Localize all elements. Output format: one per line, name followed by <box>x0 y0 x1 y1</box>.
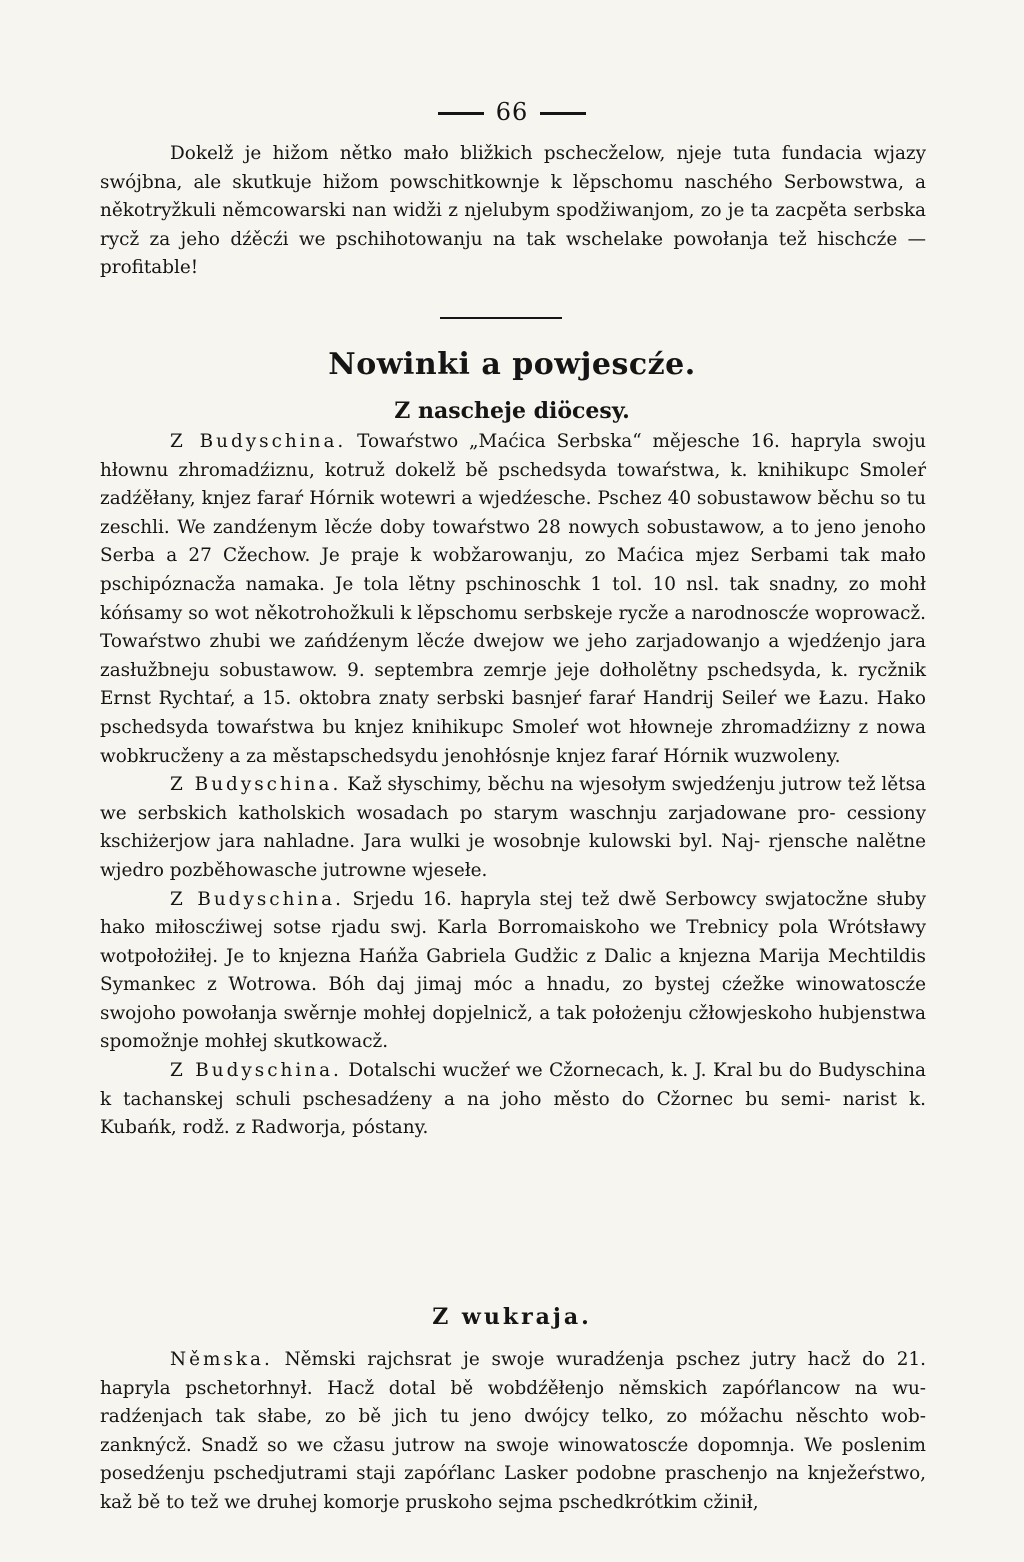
news-entry <box>100 428 926 771</box>
entry-place: Z Budyschina. <box>170 1060 342 1082</box>
entry-text: Dotalschi wucžeŕ we Cžornecach, k. J. Kral bu do Budyschina k tachanskej schuli pschesadźeny a na joho město do Cžornec bu semi- narist k. Kubańk, rodž. z Radworja, póstany. <box>100 1060 926 1139</box>
right-dash <box>540 112 586 115</box>
subsection-diocese: Z naschejе diöcesy. <box>394 398 630 424</box>
entry-text: Towaŕstwo „Maćica Serbska“ mějesche 16. hapryla swoju hłownu zhromadźiznu, kotruž dokelž bě pschedsyda towaŕstwa, k. knihikupc Smoleŕ zadźěłany, knjez faraŕ Hórnik wotewri a wjedźesche. Pschez 40 sobustawow běchu so tu zeschli. We zandźenym lěcźe doby towaŕstwo 28 nowych sobustawow, a to jeno jenoho Serba a 27 Cžechow. Je praje k wobžarowanju, zo Maćica mjez Serbami tak mało pschipóznacža namaka. Je tola lětny pschinoschk 1 tol. 10 nsl. tak snadny, zo mohł kóńsamy so wot někotrohožkuli k lěpschomu serbskeje rycže a narodnoscźe woprowacž. Towaŕstwo zhubi we zańdźenym lěcźe dwejow we jeho zarjadowanjo a wjedźenjo jara zasłužbneju sobustawow. 9. septembra zemrje jeje dołholětny pschedsyda, k. rycžnik Ernst Rychtaŕ, a 15. oktobra znaty serbski basnjeŕ faraŕ Handrij Seileŕ we Łazu. Hako pschedsyda towaŕstwa bu knjez knihikupc Smoleŕ wot hłowneje zhromadźizny z nowa wobkrucženy a za městapschedsydu jenohłósnje knjez faraŕ Hórnik wuzwoleny. <box>100 431 926 767</box>
diocese-news <box>100 428 926 1143</box>
left-dash <box>438 112 484 115</box>
entry-place: Z Budyschina. <box>170 431 347 452</box>
entry-text: Srjedu 16. hapryla stej tež dwě Serbowcy swjatocžne słuby hako miłoscźiwej sotse rjadu swj. Karla Borromaiskoho we Trebnicy pola Wrótsławy wotpołożiłej. Je to knjezna Hańža Gabriela Gudžic z Dalic a knjezna Marija Mechtildis Symankec z Wotrowa. Bóh daj jimaj móc a hnadu, zo bystej cźežke winowatoscźe swojoho powołanja swěrnje mohłej dopjelnicž, a tak położenju cžłowjeskoho hubjenstwa spomožnje mohłej skutkowacž. <box>100 888 926 1053</box>
entry-text: Kaž słyschimy, běchu na wjesołym swjedźenju jutrow tež lětsa we serbskich katholskich wosadach po starym waschnju zarjadowane pro- cessiony kschiżerjow jara nahladne. Jara wulki je wosobnje kulowski byl. Naj- rjensche nalětne wjedro pozběhowasche jutrowne wjesełe. <box>100 774 926 881</box>
page-number: 66 <box>495 98 529 126</box>
intro-block <box>100 140 926 283</box>
intro-paragraph: Dokelž je hižom nětko mało bližkich pschecželow, njeje tuta fundacia wjazy swójbna, ale skutkuje hižom powschitkownje k lěpschomu naschého Serbowstwa, a někotryžkuli němcowarski nan widži z njelubym spodžiwanjom, zo je ta zacpěta serbska rycž za jeho dźěcźi we pschihotowanju na tak wschelake powołanja tež hischcźe — profitable! <box>100 143 926 279</box>
abroad-news <box>100 1346 926 1518</box>
news-entry <box>100 771 926 885</box>
news-entry <box>100 1346 926 1518</box>
news-entry <box>100 1057 926 1143</box>
entry-text: Němski rajchsrat je swoje wuradźenja pschez jutry hacž do 21. hapryla pschetorhnył. Hacž dotal bě wobdźěłenjo němskich zapóŕlancow na wu- radźenjach tak słabe, zo bě jich tu jeno dwójcy telko, zo móžachu něschto wob- zanknýcž. Snadž so we cžasu jutrow na swoje winowatoscźe dopomnja. We poslenim posedźenju pschedjutrami staji zapóŕlanc Lasker podobne praschenjo na knježeŕstwo, kaž bě to tež we druhej komorje pruskoho sejma pschedkrótkim cžinił, <box>100 1349 926 1513</box>
section-title: Nowinki a powjescźe. <box>328 347 696 382</box>
news-entry <box>100 886 926 1058</box>
entry-place: Z Budyschina. <box>170 774 342 796</box>
page-header <box>0 98 1024 126</box>
entry-place: Z Budyschina. <box>170 888 344 910</box>
entry-place: Němska. <box>170 1349 273 1370</box>
subsection-abroad: Z wukraja. <box>432 1304 592 1330</box>
section-divider <box>440 317 562 319</box>
